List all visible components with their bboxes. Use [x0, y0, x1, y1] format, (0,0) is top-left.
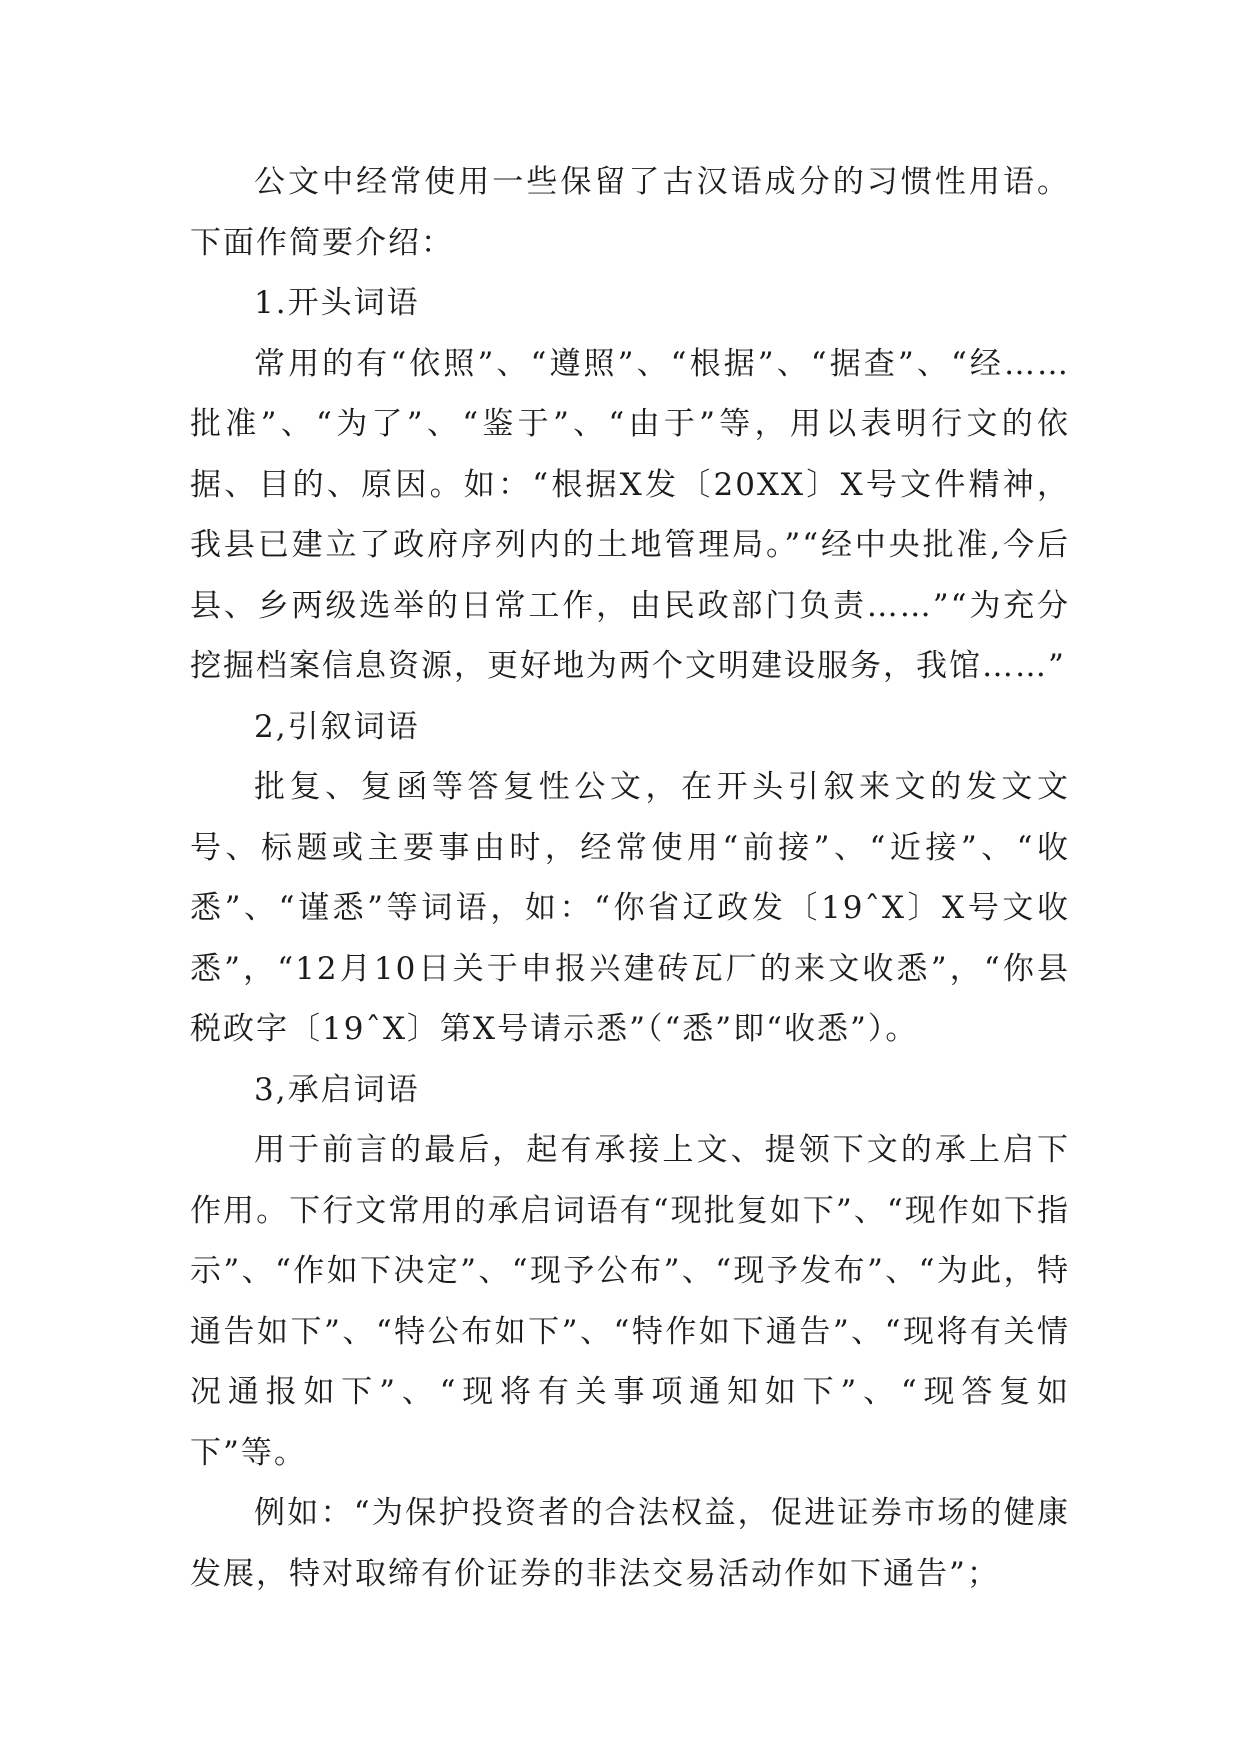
section-paragraph-citation-words: 批复、复函等答复性公文，在开头引叙来文的发文文号、标题或主要事由时，经常使用“前接”、“近接”、“收悉”、“谨悉”等词语，如：“你省辽政发〔19ˆX〕X号文收悉”，“12月10日关于申报兴建砖瓦厂的来文收悉”，“你县税政字〔19ˆX〕第X号请示悉”（“悉”即“收悉”）。 [190, 769, 1070, 1047]
section-heading-citation-words: 2,引叙词语 [254, 708, 420, 745]
section-paragraph-example: 例如：“为保护投资者的合法权益，促进证券市场的健康发展，特对取缔有价证券的非法交易活动作如下通告”； [190, 1495, 1070, 1592]
section-heading-transition-words: 3,承启词语 [254, 1071, 420, 1108]
section-heading-opening-words: 1.开头词语 [254, 285, 420, 321]
intro-paragraph: 公文中经常使用一些保留了古汉语成分的习惯性用语。下面作简要介绍： [190, 164, 1070, 261]
section-paragraph-opening-words: 常用的有“依照”、“遵照”、“根据”、“据查”、“经……批准”、“为了”、“鉴于”、“由于”等，用以表明行文的依据、目的、原因。如：“根据X发〔20XX〕X号文件精神，我县已建立了政府序列内的土地管理局。”“经中央批准,今后县、乡两级选举的日常工作，由民政部门负责……”“为充分挖掘档案信息资源，更好地为两个文明建设服务，我馆……” [190, 345, 1070, 684]
document-page [190, 152, 1070, 1604]
section-paragraph-transition-words: 用于前言的最后，起有承接上文、提领下文的承上启下作用。下行文常用的承启词语有“现批复如下”、“现作如下指示”、“作如下决定”、“现予公布”、“现予发布”、“为此，特通告如下”、“特公布如下”、“特作如下通告”、“现将有关情况通报如下”、“现将有关事项通知如下”、“现答复如下”等。 [190, 1132, 1070, 1471]
